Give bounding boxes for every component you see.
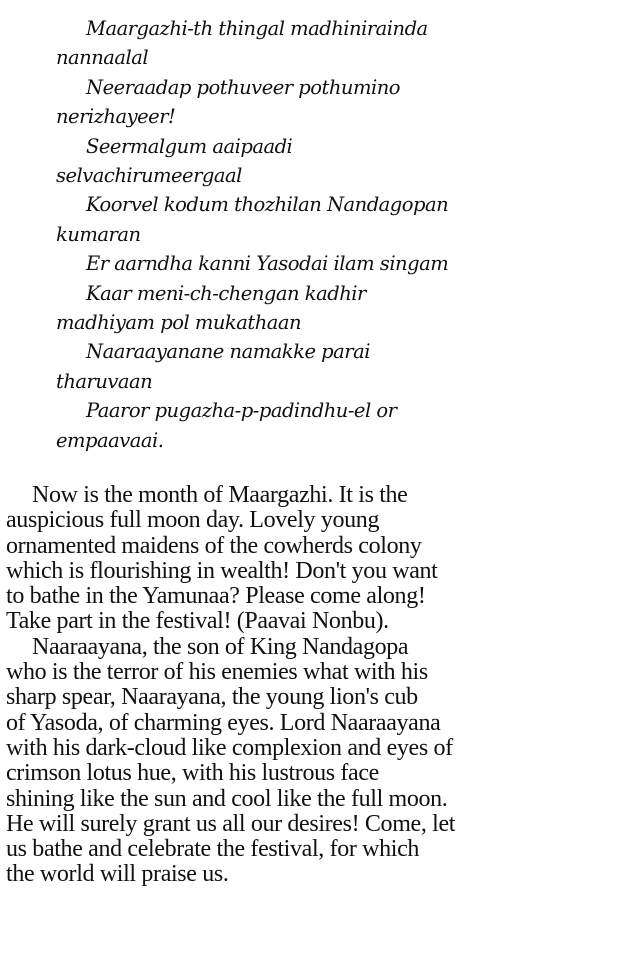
verse-line: nannaalal: [56, 46, 149, 70]
prose-line: of Yasoda, of charming eyes. Lord Naaraayana: [6, 709, 441, 736]
prose-line: us bathe and celebrate the festival, for which: [6, 836, 420, 863]
prose-line: which is flourishing in wealth! Don't you want: [6, 557, 438, 584]
prose-line: Take part in the festival! (Paavai Nonbu).: [6, 608, 389, 635]
verse-line: Er aarndha kanni Yasodai ilam singam: [86, 252, 449, 276]
verse-line: Paaror pugazha-p-padindhu-el or: [86, 399, 397, 423]
verse-line: kumaran: [56, 222, 141, 246]
verse-block: [56, 14, 596, 455]
verse-line: madhiyam pol mukathaan: [56, 311, 302, 335]
verse-line: selvachirumeergaal: [56, 164, 242, 188]
prose-line: sharp spear, Naarayana, the young lion's cub: [6, 684, 418, 711]
prose-line: with his dark-cloud like complexion and eyes of: [6, 734, 453, 761]
prose-line: the world will praise us.: [6, 861, 229, 888]
verse-line: Neeraadap pothuveer pothumino: [86, 75, 401, 99]
verse-line: Koorvel kodum thozhilan Nandagopan: [86, 193, 449, 217]
prose-line: shining like the sun and cool like the full moon.: [6, 785, 448, 812]
verse-line: Maargazhi-th thingal madhinirainda: [86, 17, 428, 40]
verse-line: Naaraayanane namakke parai: [86, 340, 370, 364]
verse-line: nerizhayeer!: [56, 105, 176, 129]
prose-line: crimson lotus hue, with his lustrous face: [6, 760, 379, 787]
verse-line: empaavaai.: [56, 428, 164, 452]
prose-line: He will surely grant us all our desires! Come, let: [6, 810, 456, 837]
prose-line: auspicious full moon day. Lovely young: [6, 507, 380, 534]
prose-line: ornamented maidens of the cowherds colony: [6, 532, 422, 559]
prose-line: to bathe in the Yamunaa? Please come along!: [6, 583, 426, 610]
prose-line: Naaraayana, the son of King Nandagopa: [32, 633, 409, 660]
verse-line: tharuvaan: [56, 369, 153, 393]
prose-line: Now is the month of Maargazhi. It is the: [32, 482, 408, 508]
prose-line: who is the terror of his enemies what with his: [6, 659, 428, 686]
translation-block: [6, 483, 606, 888]
verse-line: Seermalgum aaipaadi: [86, 134, 293, 158]
verse-line: Kaar meni-ch-chengan kadhir: [86, 281, 366, 305]
